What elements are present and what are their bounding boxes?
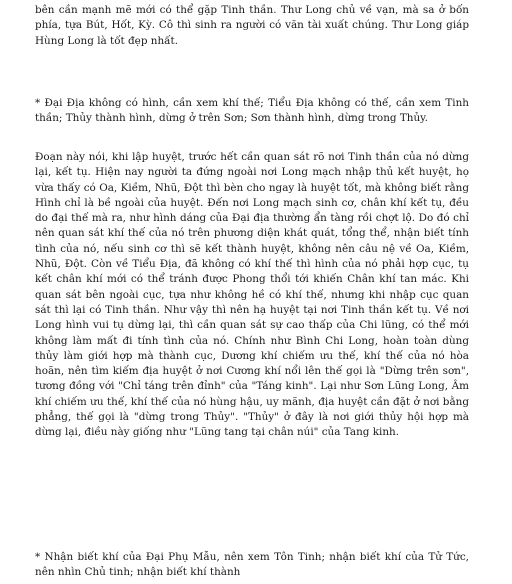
paragraph-quote-phu-mau: * Nhận biết khí của Đại Phụ Mẫu, nên xem Tôn Tinh; nhận biết khí của Tử Tức, nên nhìn Chủ tinh; nhận biết khí thành	[35, 551, 469, 579]
paragraph-opening: bên cần mạnh mẽ mới có thể gặp Tinh thần. Thư Long chủ về vạn, mà sa ở bốn phía, tựa Bút, Hốt, Kỳ. Cô thì sinh ra người có văn tài xuất chúng. Thư Long giáp Hùng Long là tốt đẹp nhất.	[35, 4, 469, 47]
paragraph-quote-dai-dia: * Đại Địa không có hình, cần xem khí thế; Tiểu Địa không có thế, cần xem Tinh thần; Thủy thành hình, dừng ở trên Sơn; Sơn thành hình, dừng trong Thủy.	[35, 97, 469, 125]
paragraph-commentary: Đoạn này nói, khi lập huyệt, trước hết cần quan sát rõ nơi Tinh thần của nó dừng lại, kết tụ. Hiện nay người ta đứng ngoài nơi Long mạch nhập thủ kết huyệt, họ vừa thấy có Oa, Kiềm, Nhũ, Đột thì bèn cho ngay là huyệt tốt, mà không biết rằng Hình chỉ là bề ngoài của huyệt. Đến nơi Long mạch sinh cơ, chân khí kết tụ, đều do đại thế mà ra, như hình dáng của Đại địa thường ẩn tàng rồi chợt lộ. Do đó chỉ nên quan sát khí thế của nó trên phương diện khát quát, tổng thể, nhận biết tính tình của nó, nếu sinh cơ thì sẽ kết thành huyệt, không nên câu nệ về Oa, Kiềm, Nhũ, Đột. Còn về Tiểu Địa, đã không có khí thế thì hình của nó phải hợp cục, tụ kết chân khí mới có thể tránh được Phong thổi tới khiến Chân khí tan mác. Khi quan sát bên ngoài cục, tựa như không hề có khí thế, nhưng khi nhập cục quan sát thì lại có Tinh thần. Như vậy thì nên hạ huyệt tại nơi Tinh thần kết tụ. Về nơi Long hình vui tụ dừng lại, thì cần quan sát sự cao thấp của Chi lũng, có thể mới không làm mất đi tính tình của nó. Chính như Bình Chi Long, hoàn toàn dùng thủy làm giới hợp mà thành cục, Dương khí chiếm ưu thế, khí thế của nó hòa hoãn, nên tìm kiếm địa huyệt ở nơi Cương khí nổi lên thế gọi là "Dừng trên sơn", tương đồng với "Chỉ táng trên đỉnh" của "Táng kinh". Lại như Sơn Lũng Long, Âm khí chiếm ưu thế, khí thế của nó hùng hậu, uy mãnh, địa huyệt cần đặt ở nơi bằng phẳng, thế gọi là "dừng trong Thủy". "Thủy" ở đây là nơi giới thủy hội hợp mà dừng lại, điều này giống như "Lũng tang tại chân núi" của Tang kinh.	[35, 151, 469, 439]
